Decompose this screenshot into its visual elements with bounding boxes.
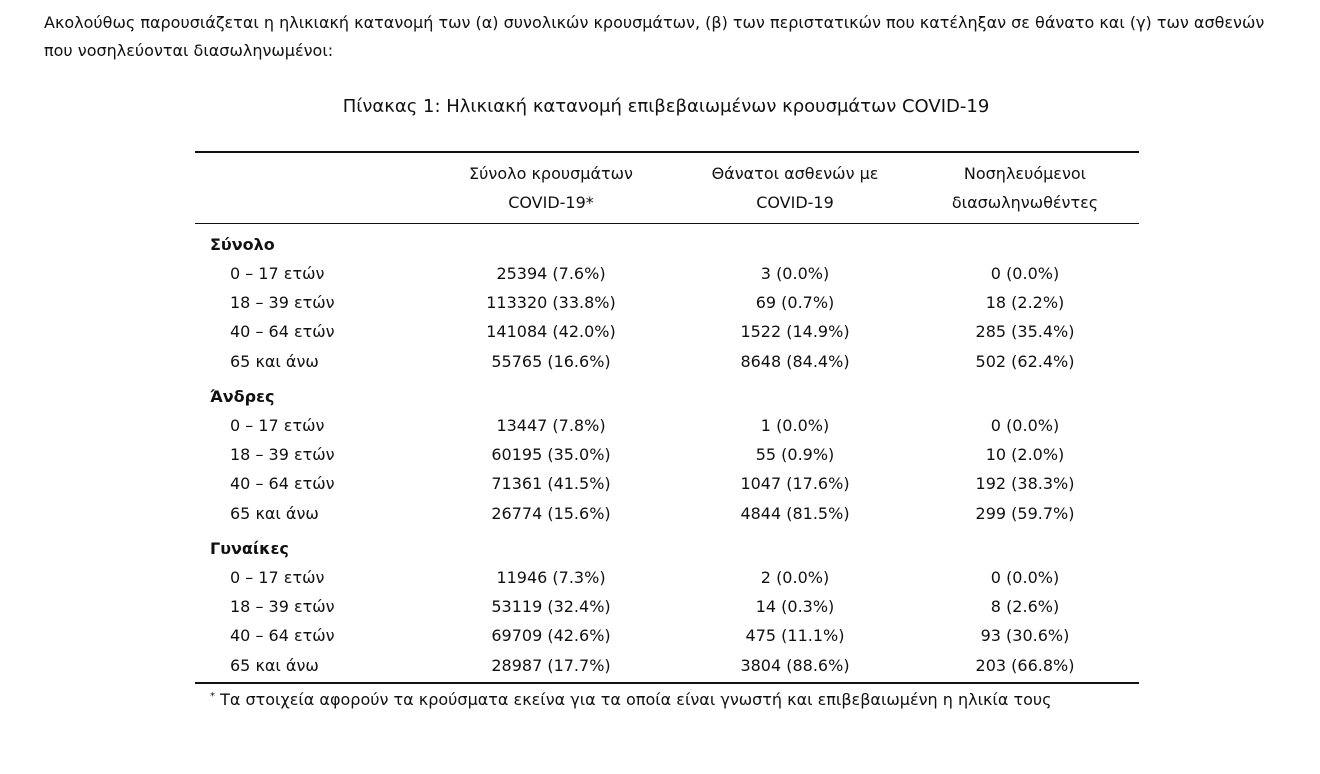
cell-intubated: 285 (35.4%) [975, 322, 1075, 342]
cell-cases: 69709 (42.6%) [491, 626, 611, 646]
cell-intubated: 502 (62.4%) [975, 351, 1075, 371]
table-row [195, 440, 1139, 469]
cell-cases: 11946 (7.3%) [496, 568, 606, 587]
table-row [195, 651, 1139, 680]
cell-cases: 113320 (33.8%) [486, 293, 616, 313]
age-group-label: 0 – 17 ετών [230, 416, 325, 435]
header-deaths [677, 159, 913, 217]
cell-cases: 28987 (17.7%) [491, 655, 611, 675]
header-line: Σύνολο κρουσμάτων [469, 164, 633, 183]
table-caption: Πίνακας 1: Ηλικιακή κατανομή επιβεβαιωμένων κρουσμάτων COVID-19 [342, 96, 990, 117]
age-group-label: 65 και άνω [230, 655, 319, 675]
header-total-cases [443, 159, 659, 217]
cell-deaths: 3804 (88.6%) [740, 655, 850, 675]
group-title: Γυναίκες [210, 539, 289, 558]
cell-intubated: 192 (38.3%) [975, 474, 1075, 494]
table-row [195, 347, 1139, 376]
age-group-label: 18 – 39 ετών [230, 293, 335, 313]
cell-deaths: 475 (11.1%) [745, 626, 845, 646]
group-title: Άνδρες [210, 387, 275, 406]
cell-deaths: 2 (0.0%) [760, 568, 830, 587]
table-row [195, 288, 1139, 317]
age-group-label: 40 – 64 ετών [230, 322, 335, 342]
header-line: Θάνατοι ασθενών με [711, 164, 879, 183]
table-row [195, 499, 1139, 528]
header-intubated [917, 159, 1133, 217]
cell-cases: 25394 (7.6%) [496, 264, 606, 283]
table-header-rule [195, 223, 1139, 224]
cell-deaths: 1 (0.0%) [760, 416, 830, 435]
cell-intubated: 0 (0.0%) [990, 264, 1060, 283]
cell-intubated: 10 (2.0%) [985, 445, 1065, 465]
table-row [195, 563, 1139, 592]
age-group-label: 65 και άνω [230, 503, 319, 523]
cell-deaths: 1522 (14.9%) [740, 322, 850, 342]
age-group-label: 18 – 39 ετών [230, 597, 335, 617]
cell-intubated: 8 (2.6%) [990, 597, 1060, 617]
age-group-label: 40 – 64 ετών [230, 474, 335, 494]
cell-intubated: 0 (0.0%) [990, 416, 1060, 435]
table-row [195, 469, 1139, 498]
table-bottom-rule [195, 682, 1139, 684]
table-row [195, 621, 1139, 650]
table-row [195, 317, 1139, 346]
table-top-rule [195, 151, 1139, 153]
table-row [195, 411, 1139, 440]
cell-deaths: 69 (0.7%) [755, 293, 835, 313]
header-line: COVID-19 [756, 193, 834, 212]
cell-cases: 71361 (41.5%) [491, 474, 611, 494]
cell-deaths: 4844 (81.5%) [740, 503, 850, 523]
table-footnote [210, 686, 1052, 714]
cell-cases: 53119 (32.4%) [491, 597, 611, 617]
cell-cases: 60195 (35.0%) [491, 445, 611, 465]
intro-paragraph: Ακολούθως παρουσιάζεται η ηλικιακή κατανομή των (α) συνολικών κρουσμάτων, (β) των περιστατικών που κατέληξαν σε θάνατο και (γ) των ασθενών που νοσηλεύονται διασωληνωμένοι: [44, 13, 1265, 60]
table-row [195, 592, 1139, 621]
table-row [195, 259, 1139, 288]
cell-cases: 55765 (16.6%) [491, 351, 611, 371]
header-line: διασωληνωθέντες [951, 193, 1099, 212]
cell-intubated: 0 (0.0%) [990, 568, 1060, 587]
cell-deaths: 14 (0.3%) [755, 597, 835, 617]
age-group-label: 65 και άνω [230, 351, 319, 371]
cell-intubated: 18 (2.2%) [985, 293, 1065, 313]
cell-intubated: 299 (59.7%) [975, 503, 1075, 523]
footnote-text: Τα στοιχεία αφορούν τα κρούσματα εκείνα για τα οποία είναι γνωστή και επιβεβαιωμένη η ηλικία τους [215, 690, 1052, 709]
age-group-label: 18 – 39 ετών [230, 445, 335, 465]
group-title: Σύνολο [210, 235, 275, 254]
header-line: COVID-19* [508, 193, 594, 212]
footnote-mark: * [210, 691, 215, 702]
age-group-label: 40 – 64 ετών [230, 626, 335, 646]
table-header-row [195, 159, 1139, 219]
cell-cases: 141084 (42.0%) [486, 322, 616, 342]
cell-deaths: 8648 (84.4%) [740, 351, 850, 371]
cell-deaths: 3 (0.0%) [760, 264, 830, 283]
cell-intubated: 93 (30.6%) [980, 626, 1070, 646]
age-group-label: 0 – 17 ετών [230, 568, 325, 587]
header-line: Νοσηλευόμενοι [963, 164, 1087, 183]
cell-cases: 13447 (7.8%) [496, 416, 606, 435]
cell-cases: 26774 (15.6%) [491, 503, 611, 523]
cell-intubated: 203 (66.8%) [975, 655, 1075, 675]
age-group-label: 0 – 17 ετών [230, 264, 325, 283]
cell-deaths: 1047 (17.6%) [740, 474, 850, 494]
cell-deaths: 55 (0.9%) [755, 445, 835, 465]
